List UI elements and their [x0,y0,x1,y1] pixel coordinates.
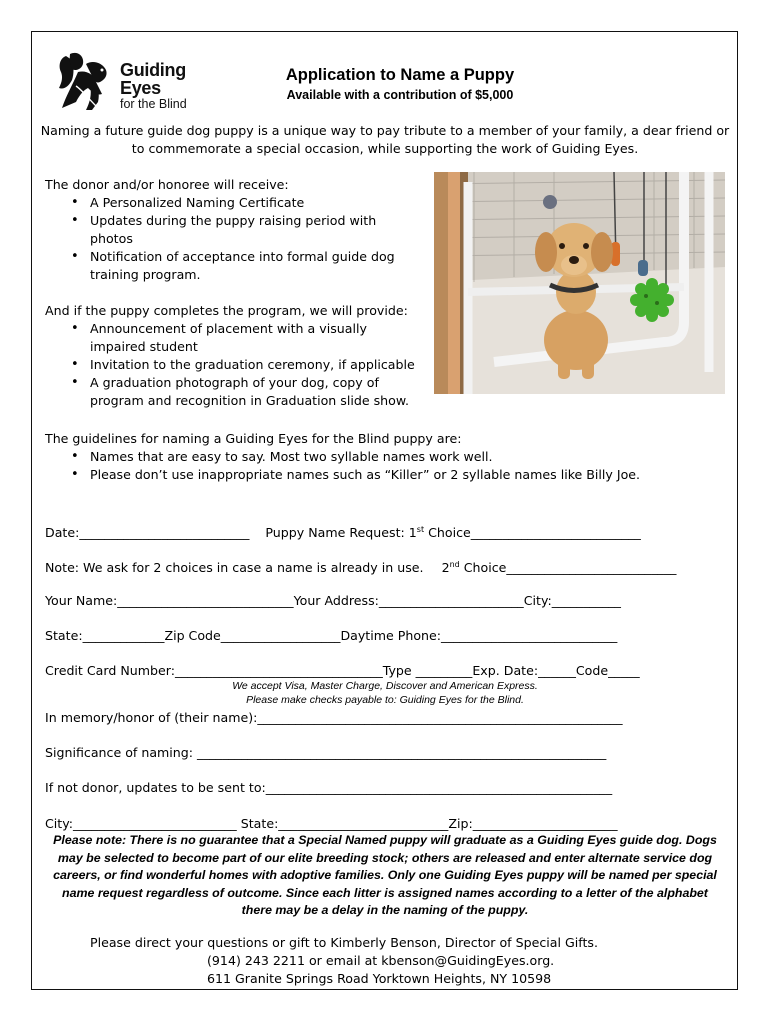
significance-row[interactable]: Significance of naming: _________________________________________________________________ [45,745,607,760]
guidelines-list [45,448,735,484]
note-text: Note: We ask for 2 choices in case a name is already in use. [45,560,424,576]
completes-list [45,320,430,410]
list-item: • A graduation photograph of your dog, copy of program and recognition in Graduation slide show. [45,374,430,410]
accepted-cards-note: We accept Visa, Master Charge, Discover and American Express. [232,680,538,692]
city-state-zip-row[interactable]: City:__________________________ State:___________________________Zip:_______________________ [45,816,618,831]
guidelines-heading: The guidelines for naming a Guiding Eyes for the Blind puppy are: [45,431,462,446]
credit-card-row[interactable]: Credit Card Number:_________________________________Type _________Exp. Date:______Code_____ [45,663,640,678]
second-number: 2 [441,560,450,576]
first-choice-field[interactable]: Choice___________________________ [424,525,641,541]
page-subtitle: Available with a contribution of $5,000 [286,88,514,102]
logo-word-guiding: Guiding [120,60,186,80]
second-superscript: nd [449,560,460,569]
second-choice-field[interactable]: Choice___________________________ [459,560,677,576]
puppy-name-request-label: Puppy Name Request: 1 [265,525,417,541]
logo-word-for-the-blind: for the Blind [120,97,187,111]
logo-figures-icon [56,50,116,112]
your-name-row[interactable]: Your Name:____________________________Your Address:_______________________City:___________ [45,593,621,608]
list-item: • Please don’t use inappropriate names such as “Killer” or 2 syllable names like Billy Joe. [45,466,735,484]
list-item: • Invitation to the graduation ceremony, if applicable [45,356,430,374]
list-item: • Updates during the puppy raising period with photos [45,212,390,248]
checks-payable-note: Please make checks payable to: Guiding Eyes for the Blind. [246,694,524,706]
list-item: • Names that are easy to say. Most two syllable names work well. [45,448,735,466]
date-field[interactable] [45,521,641,542]
completes-section [45,302,430,410]
intro-paragraph: Naming a future guide dog puppy is a unique way to pay tribute to a member of your family, a dear friend or to commemorate a special occasion, while supporting the work of Guiding Eyes. [40,123,730,156]
receive-list [45,194,430,284]
logo [56,50,206,112]
please-note-paragraph: Please note: There is no guarantee that a Special Named puppy will graduate as a Guiding Eyes guide dog. Dogs may be selected to become part of our elite breeding stock; others are released and enter alternate service dog careers, or find wonderful homes with adoptive families. Only one Guiding Eyes puppy will be named per special name request regardless of outcome. Since each litter is assigned names according to a letter of the alphabet there may be a delay in the naming of the puppy. [53,833,717,917]
receive-heading: The donor and/or honoree will receive: [45,177,289,192]
logo-word-eyes: Eyes [120,78,161,98]
receive-section [45,176,430,284]
list-item: • A Personalized Naming Certificate [45,194,430,212]
list-item: • Announcement of placement with a visually impaired student [45,320,390,356]
date-label[interactable]: Date:___________________________ [45,525,250,541]
updates-sent-row[interactable]: If not donor, updates to be sent to:_______________________________________________________ [45,780,613,795]
memory-honor-row[interactable]: In memory/honor of (their name):__________________________________________________________ [45,710,623,725]
page-title: Application to Name a Puppy [285,66,515,84]
completes-heading: And if the puppy completes the program, we will provide: [45,303,408,318]
state-row[interactable]: State:_____________Zip Code___________________Daytime Phone:____________________________ [45,628,618,643]
contact-line-3: 611 Granite Springs Road Yorktown Heights, NY 10598 [207,971,552,986]
list-item: • Notification of acceptance into formal guide dog training program. [45,248,410,284]
guidelines-section [45,430,735,484]
contact-line-2: (914) 243 2211 or email at kbenson@GuidingEyes.org. [207,953,555,968]
note-row [45,556,676,577]
contact-line-1: Please direct your questions or gift to Kimberly Benson, Director of Special Gifts. [90,935,598,950]
puppy-photo [434,172,725,394]
first-superscript: st [416,525,425,534]
